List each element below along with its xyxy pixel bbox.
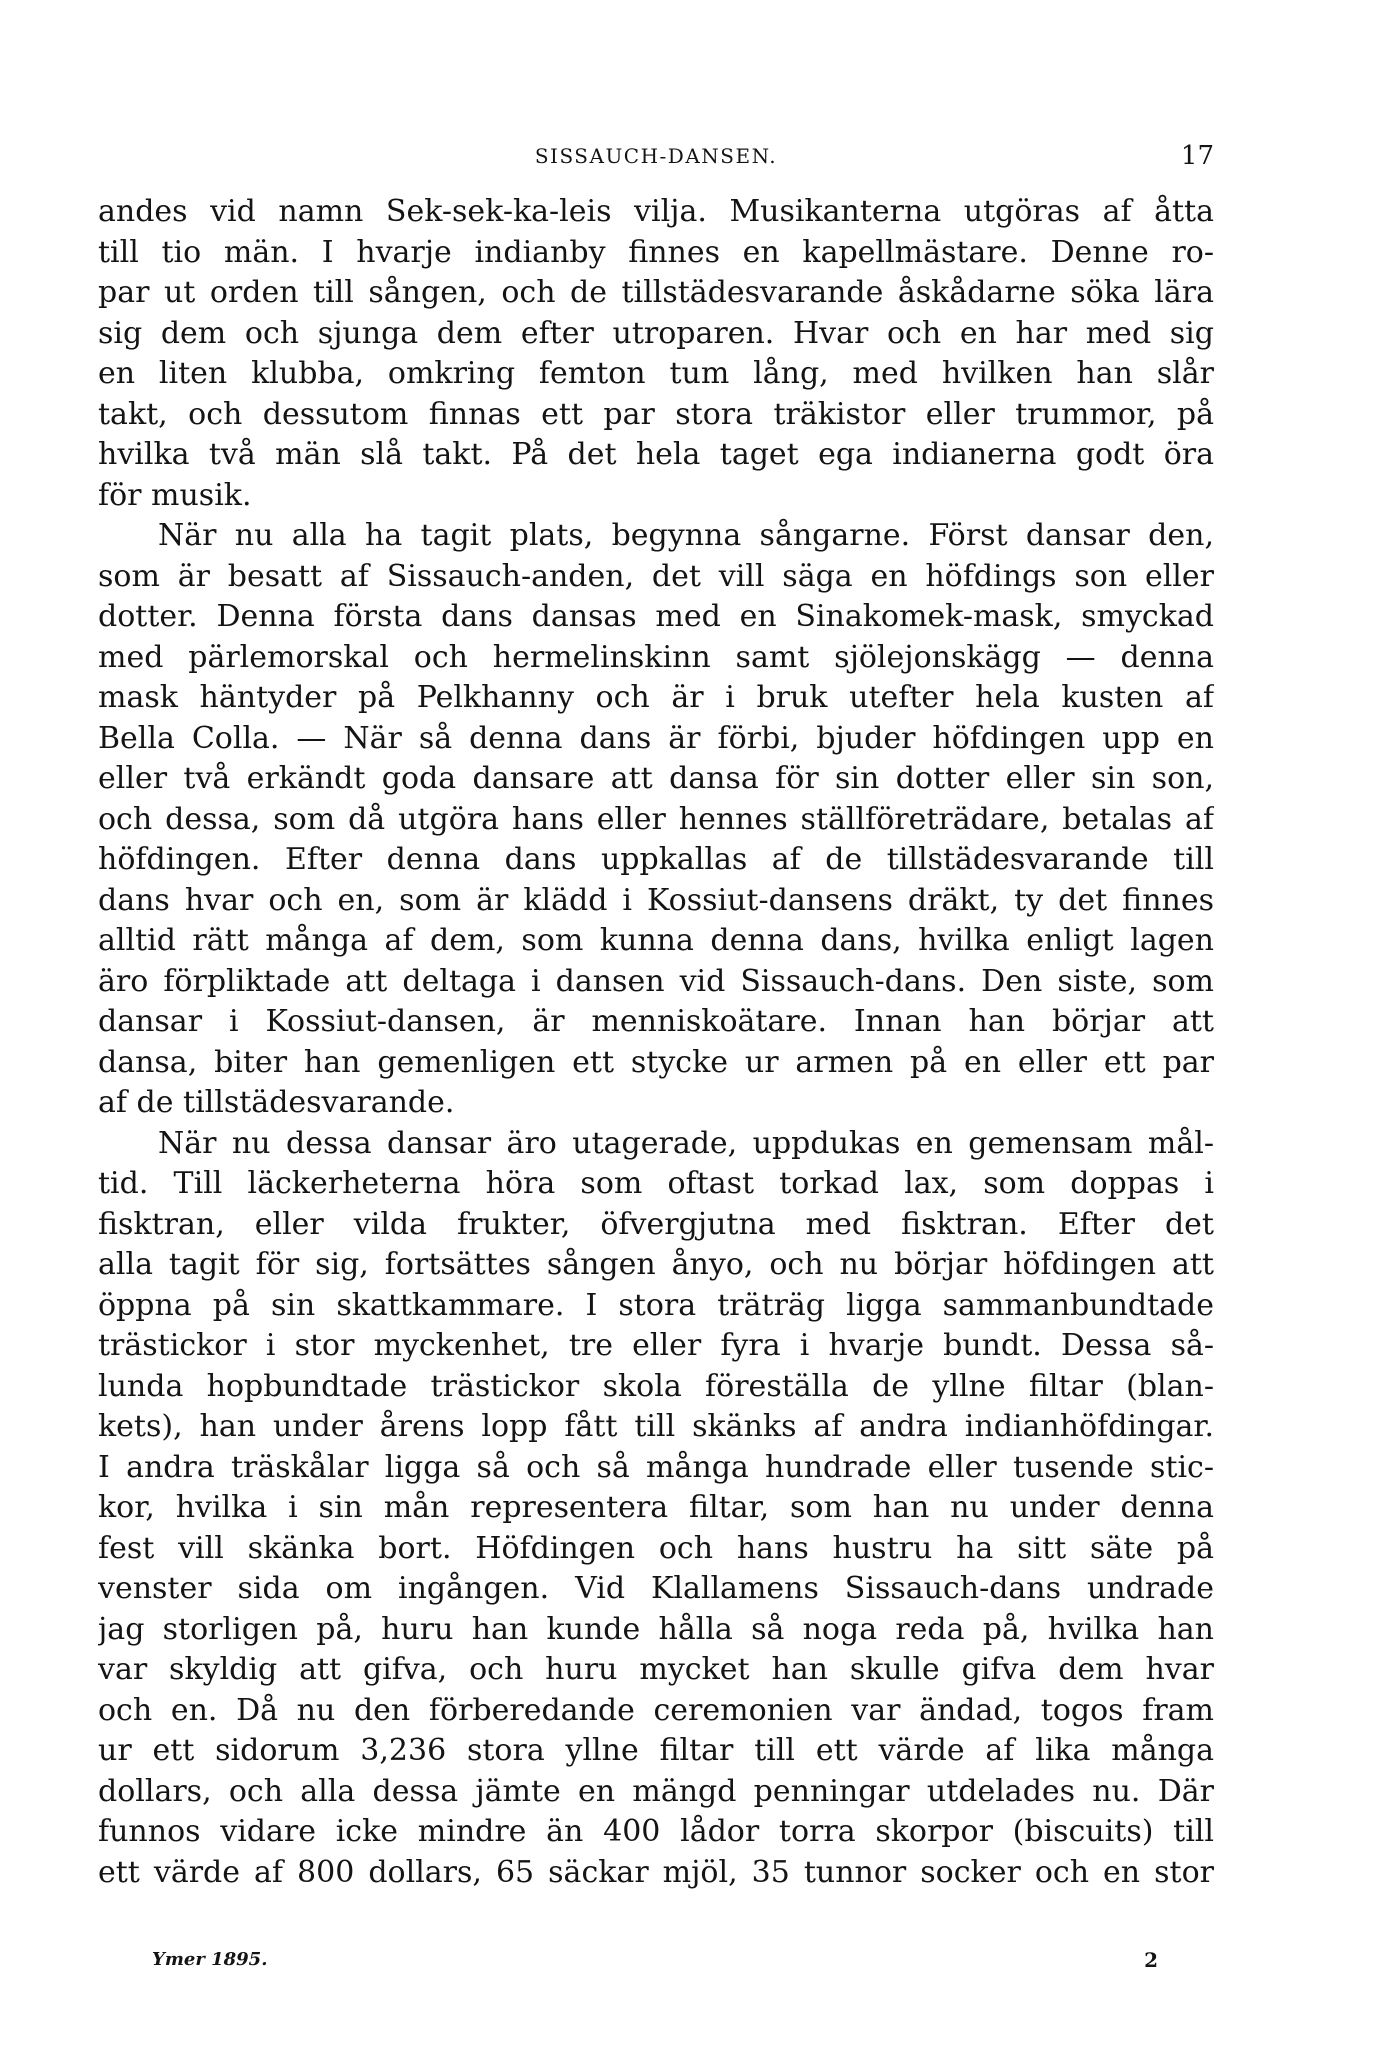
text-line: som är besatt af Sissauch-anden, det vill säga en höfdings son eller [98, 558, 1214, 594]
text-line: dansa, biter han gemenligen ett stycke ur armen på en eller ett par [98, 1044, 1214, 1080]
text-line: och en. Då nu den förberedande ceremonien var ändad, togos fram [98, 1692, 1214, 1728]
text-line: När nu dessa dansar äro utagerade, uppdukas en gemensam mål- [158, 1125, 1214, 1161]
page-footer [152, 1942, 1158, 1978]
text-line: dotter. Denna första dans dansas med en Sinakomek-mask, smyckad [98, 599, 1214, 634]
text-line: kor, hvilka i sin mån representera filtar, som han nu under denna [98, 1490, 1214, 1525]
text-line: lunda hopbundtade trästickor skola föreställa de yllne filtar (blan- [98, 1368, 1214, 1404]
running-title: SISSAUCH-DANSEN. [534, 144, 778, 168]
text-line: alla tagit för sig, fortsättes sången ånyo, och nu börjar höfdingen att [98, 1247, 1214, 1282]
text-line: till tio män. I hvarje indianby finnes en kapellmästare. Denne ro- [98, 234, 1214, 270]
text-line: tid. Till läckerheterna höra som oftast torkad lax, som doppas i [98, 1166, 1214, 1201]
text-line: eller två erkändt goda dansare att dansa för sin dotter eller sin son, [98, 761, 1214, 796]
text-line: fisktran, eller vilda frukter, öfvergjutna med fisktran. Efter det [98, 1206, 1214, 1242]
text-line: mask häntyder på Pelkhanny och är i bruk utefter hela kusten af [98, 680, 1214, 715]
text-line: dollars, och alla dessa jämte en mängd penningar utdelades nu. Där [98, 1773, 1214, 1809]
text-line: par ut orden till sången, och de tillstädesvarande åskådarne söka lära [98, 275, 1214, 310]
text-line: När nu alla ha tagit plats, begynna sångarne. Först dansar den, [158, 518, 1214, 553]
body-text [98, 192, 1214, 1893]
text-line: ett värde af 800 dollars, 65 säckar mjöl, 35 tunnor socker och en stor [98, 1854, 1214, 1890]
running-head [98, 136, 1214, 176]
page-number: 17 [1180, 141, 1214, 171]
journal-signature: Ymer 1895. [152, 1949, 268, 1970]
text-line: af de tillstädesvarande. [98, 1085, 455, 1120]
text-line: och dessa, som då utgöra hans eller hennes ställföreträdare, betalas af [98, 801, 1214, 837]
text-line: jag storligen på, huru han kunde hålla så noga reda på, hvilka han [98, 1611, 1214, 1647]
text-line: med pärlemorskal och hermelinskinn samt sjölejonskägg — denna [98, 639, 1214, 675]
text-line: funnos vidare icke mindre än 400 lådor torra skorpor (biscuits) till [98, 1814, 1214, 1849]
text-line: andes vid namn Sek-sek-ka-leis vilja. Musikanterna utgöras af åtta [98, 194, 1214, 229]
text-line: var skyldig att gifva, och huru mycket han skulle gifva dem hvar [98, 1652, 1214, 1687]
text-line: dansar i Kossiut-dansen, är menniskoätare. Innan han börjar att [98, 1004, 1214, 1039]
text-line: I andra träskålar ligga så och så många hundrade eller tusende stic- [98, 1449, 1214, 1485]
sheet-mark: 2 [1144, 1948, 1158, 1972]
text-line: sig dem och sjunga dem efter utroparen. Hvar och en har med sig [98, 315, 1214, 351]
text-line: dans hvar och en, som är klädd i Kossiut-dansens dräkt, ty det finnes [98, 882, 1214, 918]
text-line: öppna på sin skattkammare. I stora träträg ligga sammanbundtade [98, 1287, 1214, 1323]
text-line: för musik. [98, 477, 252, 513]
text-line: Bella Colla. — När så denna dans är förbi, bjuder höfdingen upp en [98, 720, 1214, 756]
text-line: takt, och dessutom finnas ett par stora träkistor eller trummor, på [98, 396, 1214, 432]
text-line: ur ett sidorum 3,236 stora yllne filtar till ett värde af lika många [98, 1733, 1214, 1768]
text-line: kets), han under årens lopp fått till skänks af andra indianhöfdingar. [98, 1409, 1214, 1444]
text-line: äro förpliktade att deltaga i dansen vid Sissauch-dans. Den siste, som [98, 963, 1214, 999]
text-line: alltid rätt många af dem, som kunna denna dans, hvilka enligt lagen [98, 923, 1214, 958]
text-line: hvilka två män slå takt. På det hela taget ega indianerna godt öra [98, 437, 1214, 472]
text-line: trästickor i stor myckenhet, tre eller fyra i hvarje bundt. Dessa så- [98, 1328, 1214, 1363]
text-line: en liten klubba, omkring femton tum lång, med hvilken han slår [98, 356, 1214, 391]
text-line: venster sida om ingången. Vid Klallamens Sissauch-dans undrade [98, 1571, 1214, 1606]
text-line: fest vill skänka bort. Höfdingen och hans hustru ha sitt säte på [98, 1530, 1214, 1566]
text-line: höfdingen. Efter denna dans uppkallas af de tillstädesvarande till [98, 842, 1214, 877]
